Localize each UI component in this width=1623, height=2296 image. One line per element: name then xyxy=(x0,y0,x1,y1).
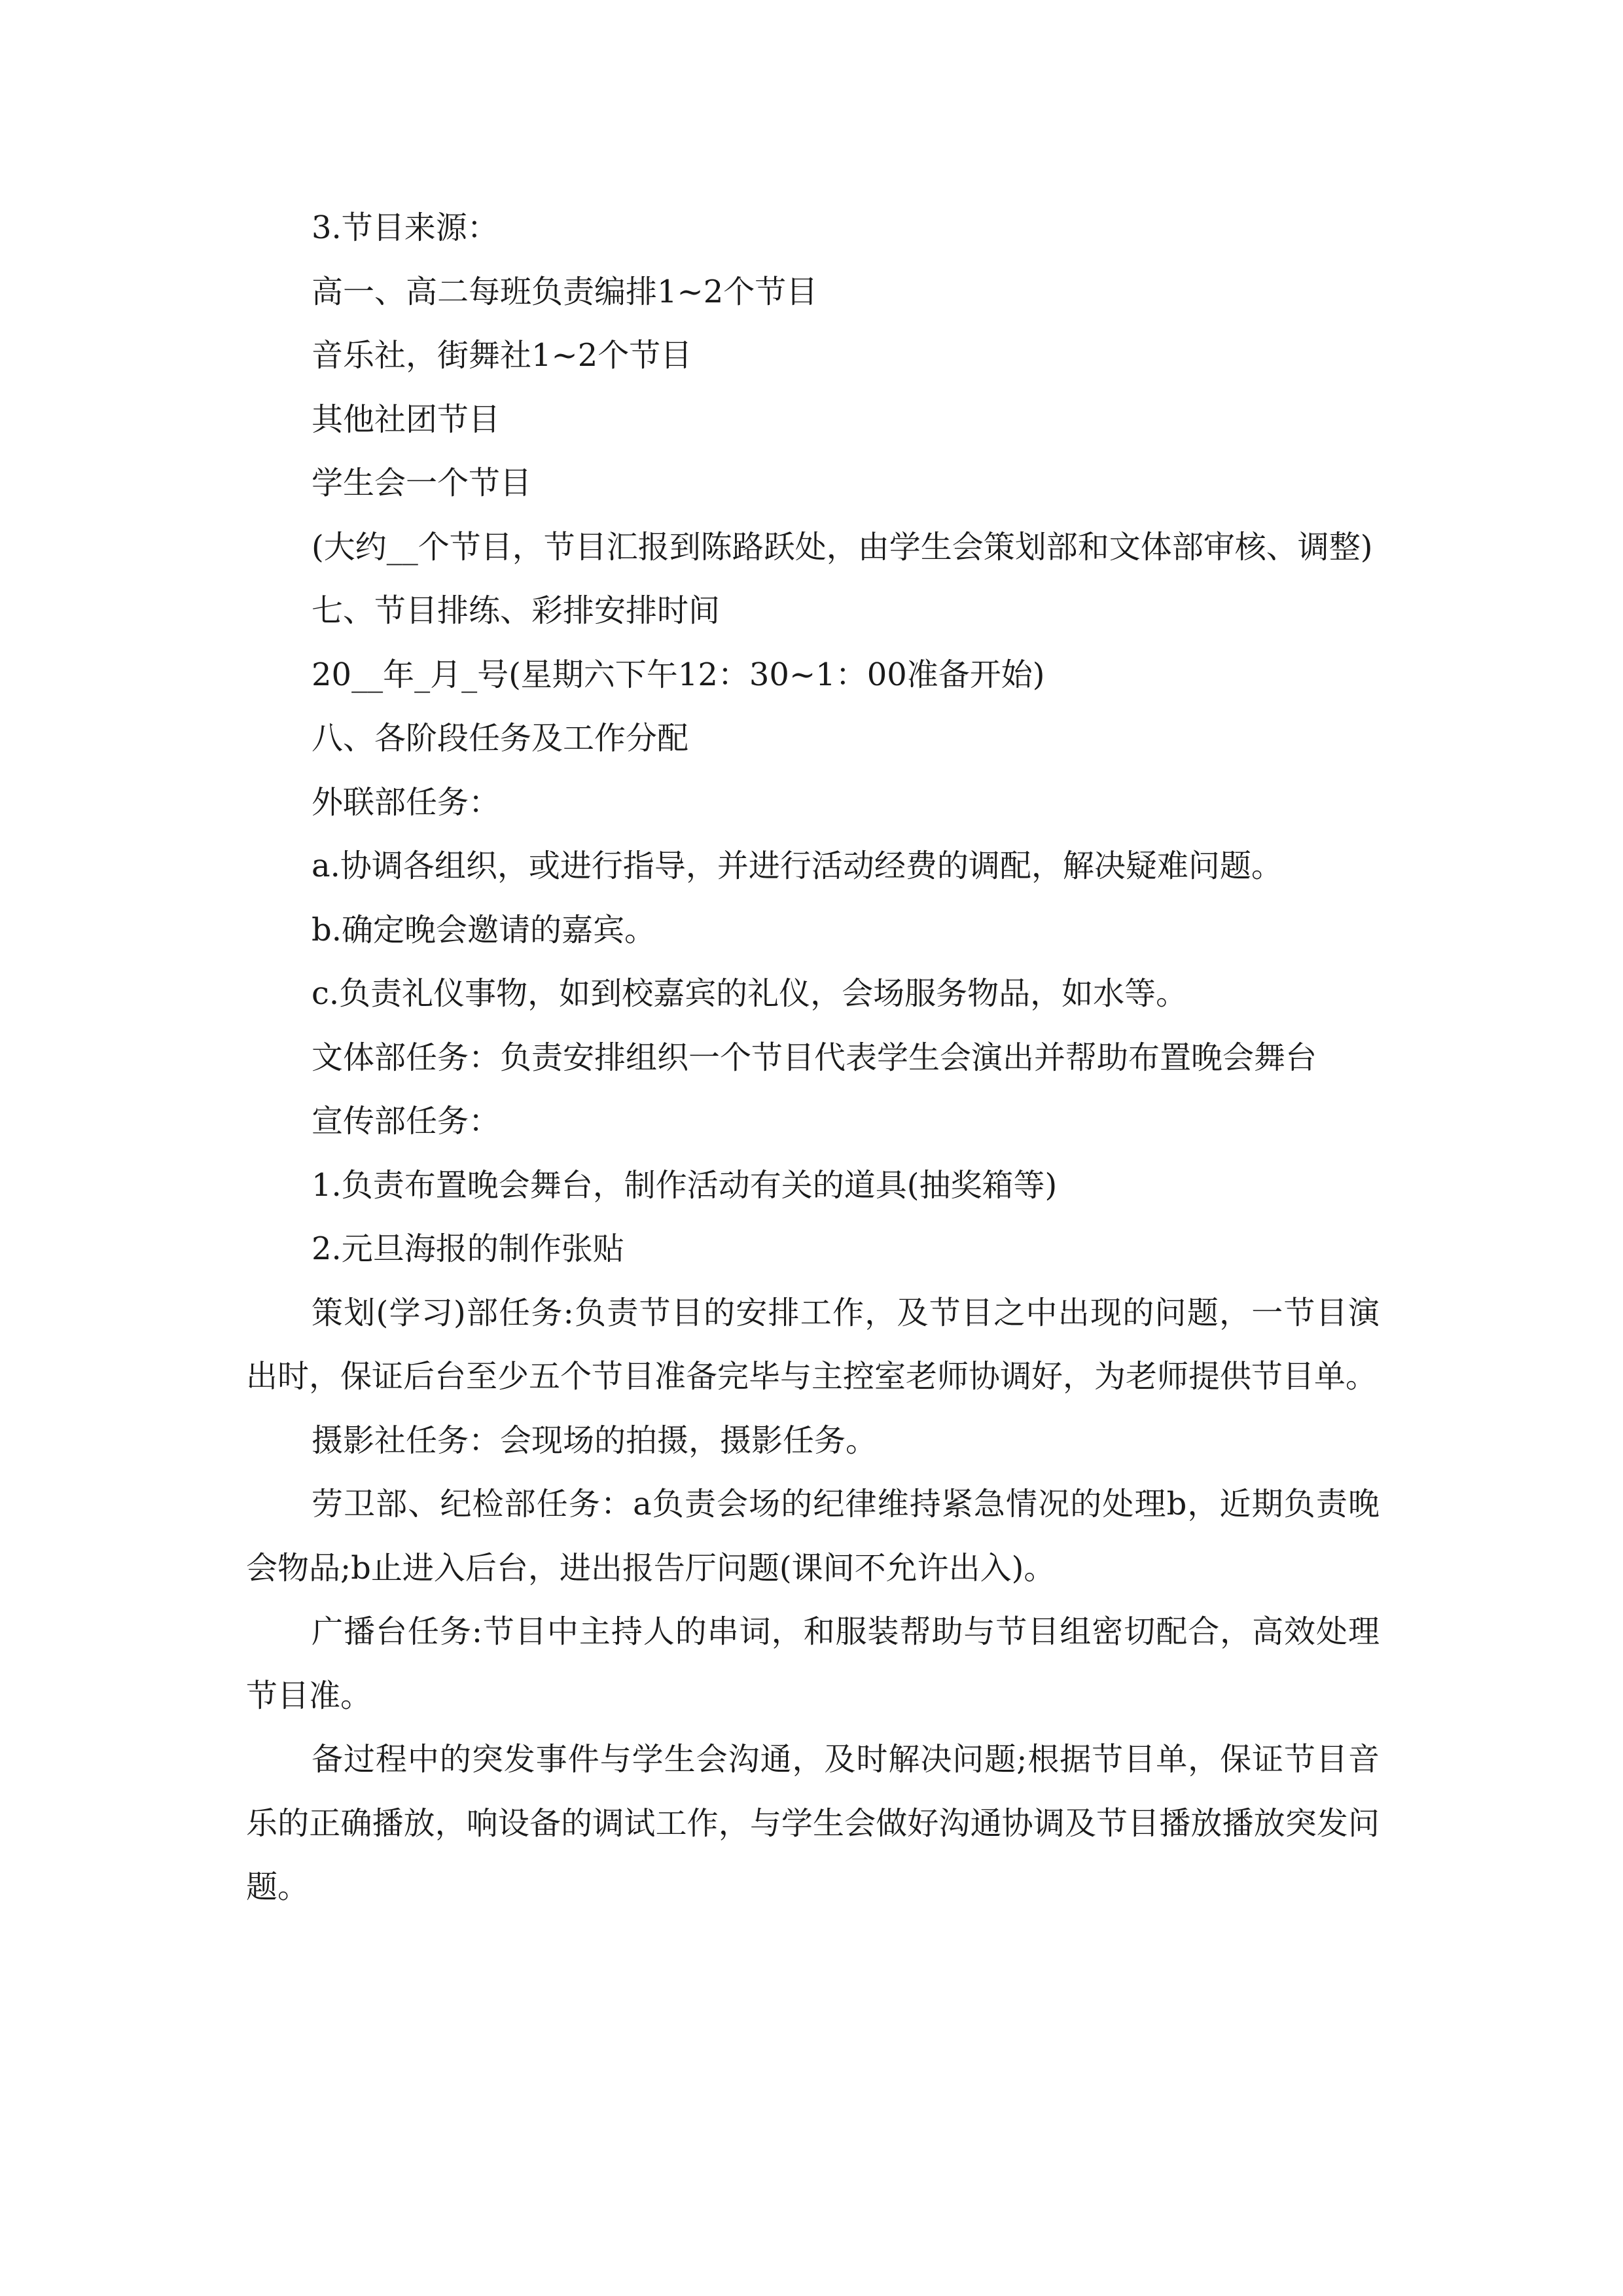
paragraph-emergency-handling: 备过程中的突发事件与学生会沟通，及时解决问题;根据节目单，保证节目音乐的正确播放，响设备的调试工作，与学生会做好沟通协调及节目播放播放突发问题。 xyxy=(246,1741,1380,1905)
paragraph-liaison-task-c: c.负责礼仪事物，如到校嘉宾的礼仪，会场服务物品，如水等。 xyxy=(312,975,1188,1012)
paragraph-arts-sports-task: 文体部任务：负责安排组织一个节目代表学生会演出并帮助布置晚会舞台 xyxy=(312,1039,1317,1076)
paragraph-program-count-note: (大约__个节目，节目汇报到陈路跃处，由学生会策划部和文体部审核、调整) xyxy=(312,528,1373,565)
paragraph-publicity-task-1: 1.负责布置晚会舞台，制作活动有关的道具(抽奖箱等) xyxy=(312,1166,1058,1204)
paragraph-publicity-heading: 宣传部任务： xyxy=(312,1103,501,1139)
paragraph-publicity-task-2: 2.元旦海报的制作张贴 xyxy=(312,1230,624,1267)
paragraph-club-programs: 音乐社，街舞社1~2个节目 xyxy=(312,337,692,374)
document-body xyxy=(246,196,1380,1920)
paragraph-broadcast-task: 广播台任务:节目中主持人的串词，和服装帮助与节目组密切配合，高效处理节目准。 xyxy=(246,1613,1380,1714)
paragraph-program-source-heading: 3.节目来源： xyxy=(312,209,499,246)
paragraph-grade-programs: 高一、高二每班负责编排1~2个节目 xyxy=(312,273,818,310)
paragraph-liaison-heading: 外联部任务： xyxy=(312,783,501,821)
paragraph-other-clubs: 其他社团节目 xyxy=(312,401,501,438)
paragraph-liaison-task-b: b.确定晚会邀请的嘉宾。 xyxy=(312,911,656,948)
paragraph-student-union-program: 学生会一个节目 xyxy=(312,465,532,501)
paragraph-photography-task: 摄影社任务：会现场的拍摄，摄影任务。 xyxy=(312,1422,878,1459)
paragraph-liaison-task-a: a.协调各组织，或进行指导，并进行活动经费的调配，解决疑难问题。 xyxy=(312,848,1283,884)
paragraph-discipline-task: 劳卫部、纪检部任务：a负责会场的纪律维持紧急情况的处理b，近期负责晚会物品;b止进入后台，进出报告厅问题(课间不允许出入)。 xyxy=(246,1486,1380,1587)
section-heading-task-assignment: 八、各阶段任务及工作分配 xyxy=(312,720,689,757)
paragraph-rehearsal-time: 20__年_月_号(星期六下午12：30~1：00准备开始) xyxy=(312,656,1045,693)
section-heading-rehearsal: 七、节目排练、彩排安排时间 xyxy=(312,592,721,629)
paragraph-planning-task: 策划(学习)部任务:负责节目的安排工作，及节目之中出现的问题，一节目演出时，保证后台至少五个节目准备完毕与主控室老师协调好，为老师提供节目单。 xyxy=(246,1294,1380,1395)
